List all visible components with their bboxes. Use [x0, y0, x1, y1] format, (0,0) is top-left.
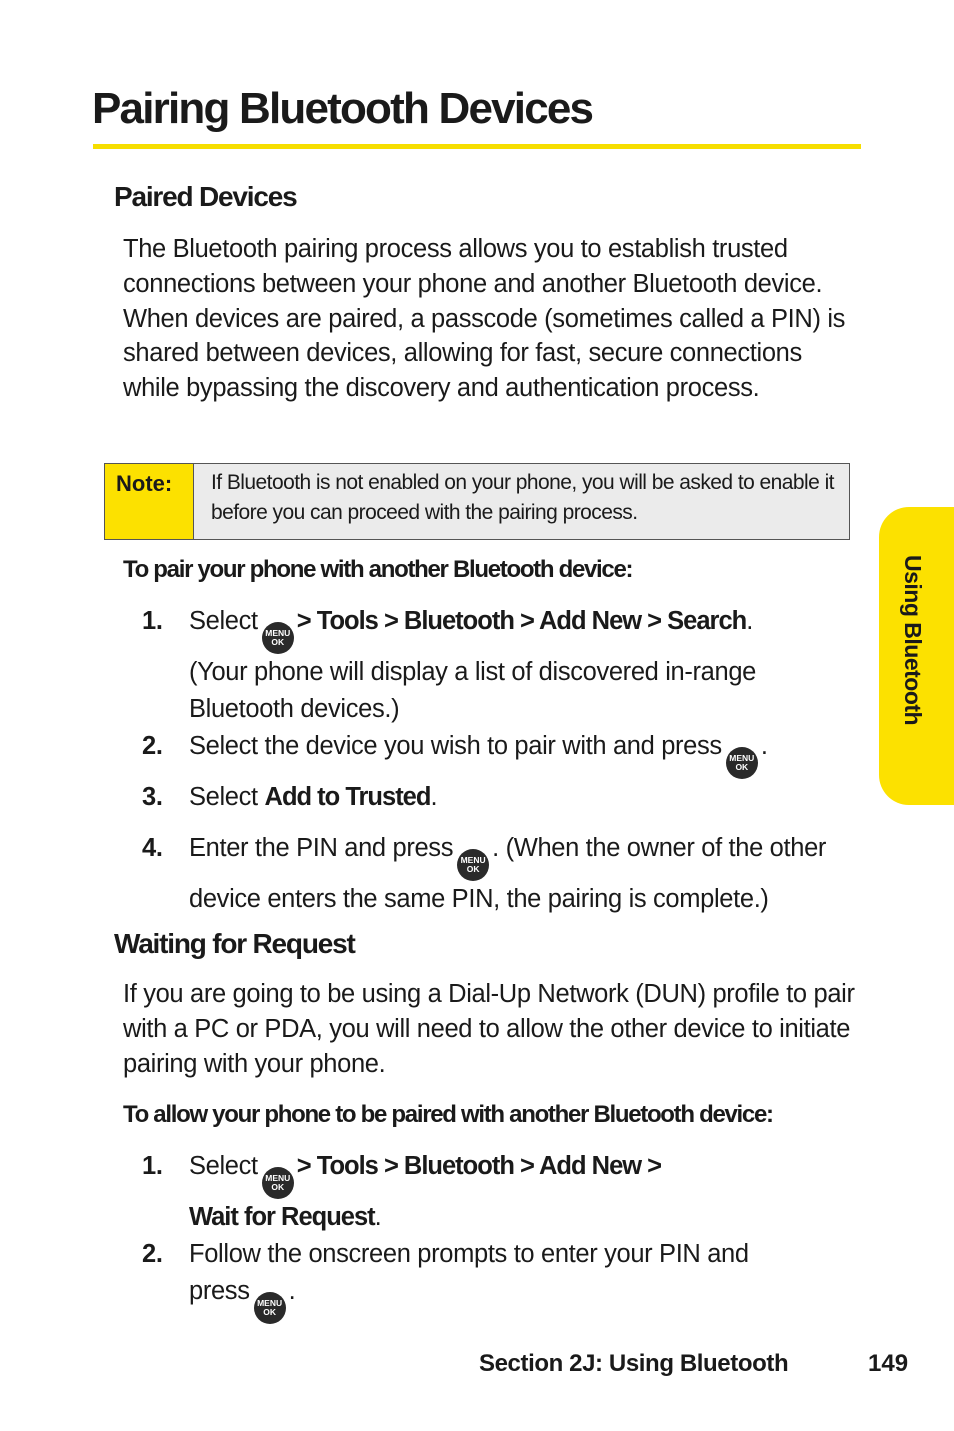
- step-text-end: .: [374, 1203, 382, 1231]
- step-number: 2.: [142, 1240, 163, 1268]
- step-text: Select: [189, 783, 258, 811]
- menu-key-top-label: MENU: [257, 1297, 283, 1308]
- step-note: (Your phone will display a list of discovered in-range Bluetooth devices.): [189, 658, 756, 723]
- menu-key-bottom-label: OK: [735, 762, 749, 772]
- note-text: If Bluetooth is not enabled on your phone, you will be asked to enable it before you can proceed with the pairing process.: [211, 471, 834, 524]
- wait-step-1: [142, 1148, 862, 1236]
- menu-key-bottom-label: OK: [271, 637, 285, 647]
- step-number: 2.: [142, 732, 163, 760]
- note-label: Note:: [105, 464, 194, 539]
- step-text: Follow the onscreen prompts to enter your PIN and: [189, 1240, 749, 1268]
- step-number: 1.: [142, 607, 163, 635]
- menu-path: > Tools > Bluetooth > Add New > Search: [296, 607, 747, 635]
- menu-ok-key-icon: [262, 1167, 294, 1199]
- title-rule: [93, 144, 861, 149]
- menu-key-top-label: MENU: [729, 753, 755, 763]
- step-text: Enter the PIN and press: [189, 834, 454, 862]
- footer-section-label: Section 2J: Using Bluetooth: [479, 1350, 789, 1377]
- menu-key-bottom-label: OK: [271, 1182, 285, 1192]
- procedure-heading-wait: To allow your phone to be paired with another Bluetooth device:: [123, 1101, 773, 1128]
- waiting-paragraph: If you are going to be using a Dial-Up Network (DUN) profile to pair with a PC or PDA, you will need to allow the other device to initiate pairing with your phone.: [123, 980, 855, 1078]
- pair-step-2: [142, 728, 862, 779]
- menu-key-top-label: MENU: [265, 628, 291, 638]
- step-text-end: .: [746, 607, 753, 635]
- section-heading-waiting: Waiting for Request: [114, 928, 355, 959]
- menu-path: > Tools > Bluetooth > Add New >: [296, 1152, 662, 1180]
- pair-step-1: [142, 603, 862, 727]
- side-tab-label: Using Bluetooth: [900, 555, 926, 726]
- step-text: Select: [189, 1152, 258, 1180]
- wait-step-2: [142, 1236, 862, 1324]
- menu-ok-key-icon: [262, 622, 294, 654]
- step-text: Select: [189, 607, 258, 635]
- step-text-end: .: [430, 783, 438, 811]
- step-text-end: .: [288, 1276, 296, 1305]
- menu-key-bottom-label: OK: [263, 1306, 276, 1317]
- note-box: [104, 463, 850, 540]
- step-number: 4.: [142, 834, 163, 862]
- step-number: 3.: [142, 783, 163, 811]
- procedure-heading-pair: To pair your phone with another Bluetooth device:: [123, 556, 633, 583]
- pair-step-4: [142, 830, 862, 918]
- page-title: Pairing Bluetooth Devices: [92, 84, 593, 133]
- menu-ok-key-icon: [254, 1292, 286, 1324]
- menu-key-bottom-label: OK: [466, 864, 480, 874]
- menu-ok-key-icon: [726, 747, 758, 779]
- step-text-line2: press: [189, 1276, 250, 1305]
- section-heading-paired: Paired Devices: [114, 181, 297, 212]
- pair-step-3: [142, 779, 862, 816]
- step-text-end: .: [760, 732, 768, 760]
- step-number: 1.: [142, 1152, 163, 1180]
- menu-path-end: Wait for Request: [189, 1203, 375, 1231]
- menu-key-top-label: MENU: [265, 1173, 291, 1183]
- page-number: 149: [868, 1350, 909, 1377]
- step-text: Select the device you wish to pair with and press: [189, 732, 722, 760]
- menu-ok-key-icon: [457, 849, 489, 881]
- menu-path: Add to Trusted: [264, 783, 431, 811]
- step-text-end: . (When the owner of the other device enters the same PIN, the pairing is complete.): [189, 834, 827, 913]
- menu-key-top-label: MENU: [460, 855, 486, 865]
- paired-paragraph: The Bluetooth pairing process allows you to establish trusted connections between your phone and another Bluetooth device. When devices are paired, a passcode (sometimes called a PIN) is shared between devices, allowing for fast, secure connections while bypassing the discovery and authentication process.: [123, 235, 846, 403]
